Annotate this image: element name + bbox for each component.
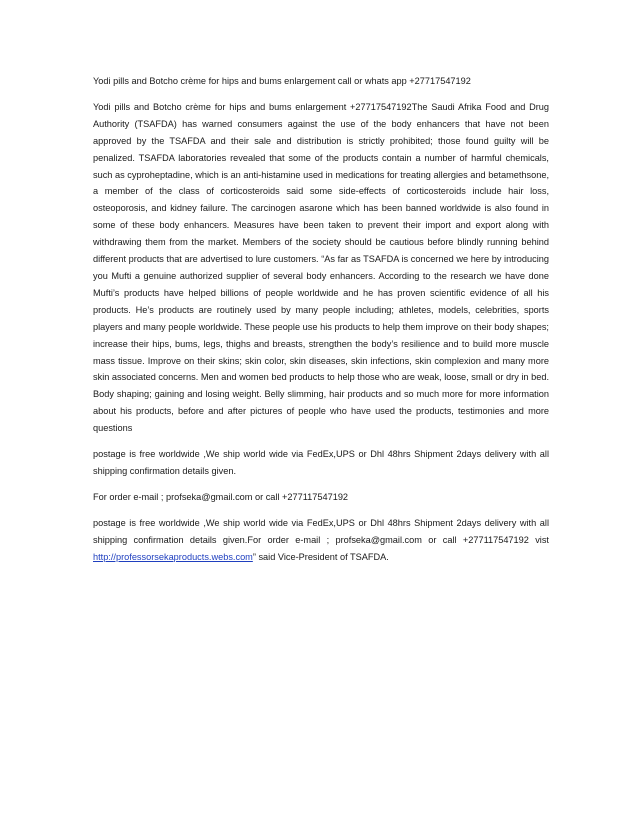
postage-paragraph: postage is free worldwide ,We ship world wide via FedEx,UPS or Dhl 48hrs Shipment 2days delivery with all shipping confirmation details given. (93, 449, 549, 476)
body-paragraph: Yodi pills and Botcho crème for hips and bums enlargement +27717547192The Saudi Afrika Food and Drug Authority (TSAFDA) has warned consumers against the use of the body enhancers that have not been approved by the TSAFDA and their sale and distribution is strictly prohibited; those found guilty will be penalized. TSAFDA laboratories revealed that some of the products contain a number of harmful chemicals, such as cyproheptadine, which is an anti-histamine used in medications for treating allergies and betamethsone, a member of the class of corticosteroids said some side-effects of corticosteroids include hair loss, osteoporosis, and kidney failure. The carcinogen asarone which has been banned worldwide is also found in some of these body enhancers. Measures have been taken to prevent their import and export along with withdrawing them from the market. Members of the society should be cautious before blindly running behind different products that are advertised to lure customers. “As far as TSAFDA is concerned we here by introducing you Mufti a genuine authorized supplier of several body enhancers. According to the research we have done Mufti’s products have helped billions of people worldwide and he has proven scientific evidence of all his products. He’s products are routinely used by many people including; athletes, models, celebrities, sports players and many people worldwide. These people use his products to help them improve on their body shapes; increase their hips, bums, legs, thighs and breasts, strengthen the body’s resilience and to build more muscle mass tissue. Improve on their skins; skin color, skin diseases, skin infections, skin complexion and many more skin associated concerns. Men and women bed products to help those who are weak, loose, small or dry in bed. Body shaping; gaining and losing weight. Belly slimming, hair products and so much more for more information about his products, before and after pictures of people who have used the products, testimonies and more questions (93, 101, 549, 434)
final-paragraph-suffix: ” said Vice-President of TSAFDA. (252, 551, 389, 562)
website-link[interactable]: http://professorsekaproducts.webs.com (93, 551, 253, 562)
document-page (93, 73, 549, 574)
final-paragraph (93, 515, 549, 566)
order-paragraph: For order e-mail ; profseka@gmail.com or call +277117547192 (93, 491, 349, 502)
final-paragraph-prefix: postage is free worldwide ,We ship world wide via FedEx,UPS or Dhl 48hrs Shipment 2days delivery with all shipping confirmation details given.For order e-mail ; profseka@gmail.com or call +277117547192 vist (93, 517, 549, 545)
title-line: Yodi pills and Botcho crème for hips and bums enlargement call or whats app +27717547192 (93, 76, 471, 86)
